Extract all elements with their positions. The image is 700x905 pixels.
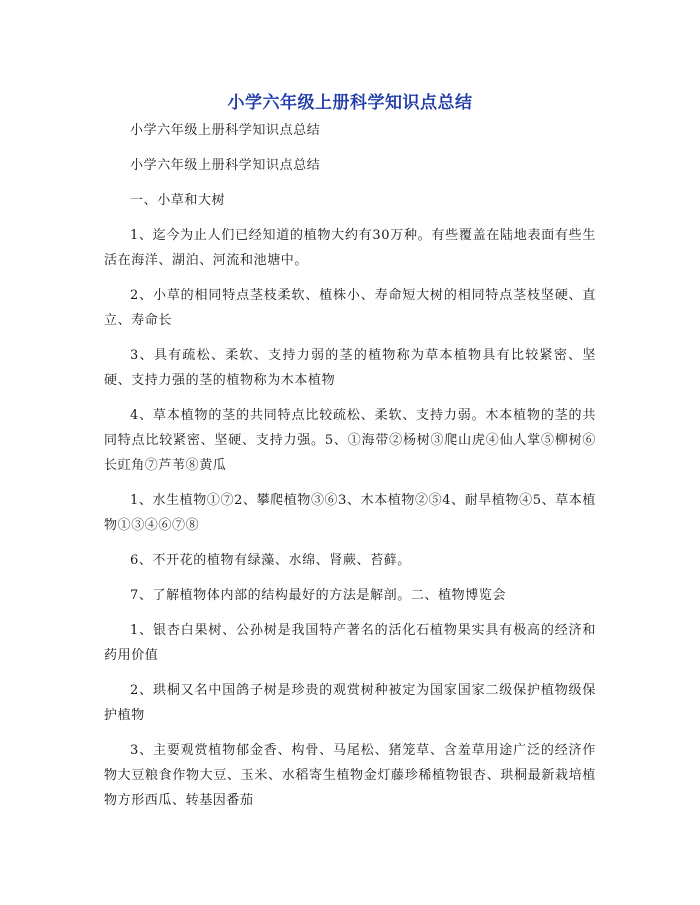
document-body [104, 118, 596, 823]
paragraph-subtitle-1: 小学六年级上册科学知识点总结 [130, 123, 321, 138]
paragraph: 2、珙桐又名中国鸽子树是珍贵的观赏树种被定为国家国家二级保护植物级保护植物 [104, 683, 596, 723]
paragraph: 3、具有疏松、柔软、支持力弱的茎的植物称为草本植物具有比较紧密、坚硬、支持力强的茎的植物称为木本植物 [104, 348, 596, 388]
paragraph-subtitle-2: 小学六年级上册科学知识点总结 [130, 158, 321, 173]
paragraph: 1、水生植物①⑦2、攀爬植物③⑥3、木本植物②⑤4、耐旱植物④5、草本植物①③④⑥⑦⑧ [104, 493, 596, 533]
paragraph: 3、主要观赏植物郁金香、构骨、马尾松、猪笼草、含羞草用途广泛的经济作物大豆粮食作物大豆、玉米、水稻寄生植物金灯藤珍稀植物银杏、珙桐最新栽培植物方形西瓜、转基因番茄 [104, 743, 596, 808]
paragraph: 4、草本植物的茎的共同特点比较疏松、柔软、支持力弱。木本植物的茎的共同特点比较紧密、坚硬、支持力强。5、①海带②杨树③爬山虎④仙人掌⑤柳树⑥长豇角⑦芦苇⑧黄瓜 [104, 408, 596, 473]
section-heading-grass-and-trees: 一、小草和大树 [130, 193, 226, 208]
paragraph: 7、了解植物体内部的结构最好的方法是解剖。二、植物博览会 [130, 588, 507, 603]
paragraph: 2、小草的相同特点茎枝柔软、植株小、寿命短大树的相同特点茎枝坚硬、直立、寿命长 [104, 288, 596, 328]
paragraph: 1、银杏白果树、公孙树是我国特产著名的活化石植物果实具有极高的经济和药用价值 [104, 623, 596, 663]
paragraph: 1、迄今为止人们已经知道的植物大约有30万种。有些覆盖在陆地表面有些生活在海洋、湖泊、河流和池塘中。 [104, 228, 596, 268]
paragraph: 6、不开花的植物有绿藻、水绵、肾蕨、苔藓。 [130, 553, 411, 568]
document-title: 小学六年级上册科学知识点总结 [227, 93, 473, 113]
